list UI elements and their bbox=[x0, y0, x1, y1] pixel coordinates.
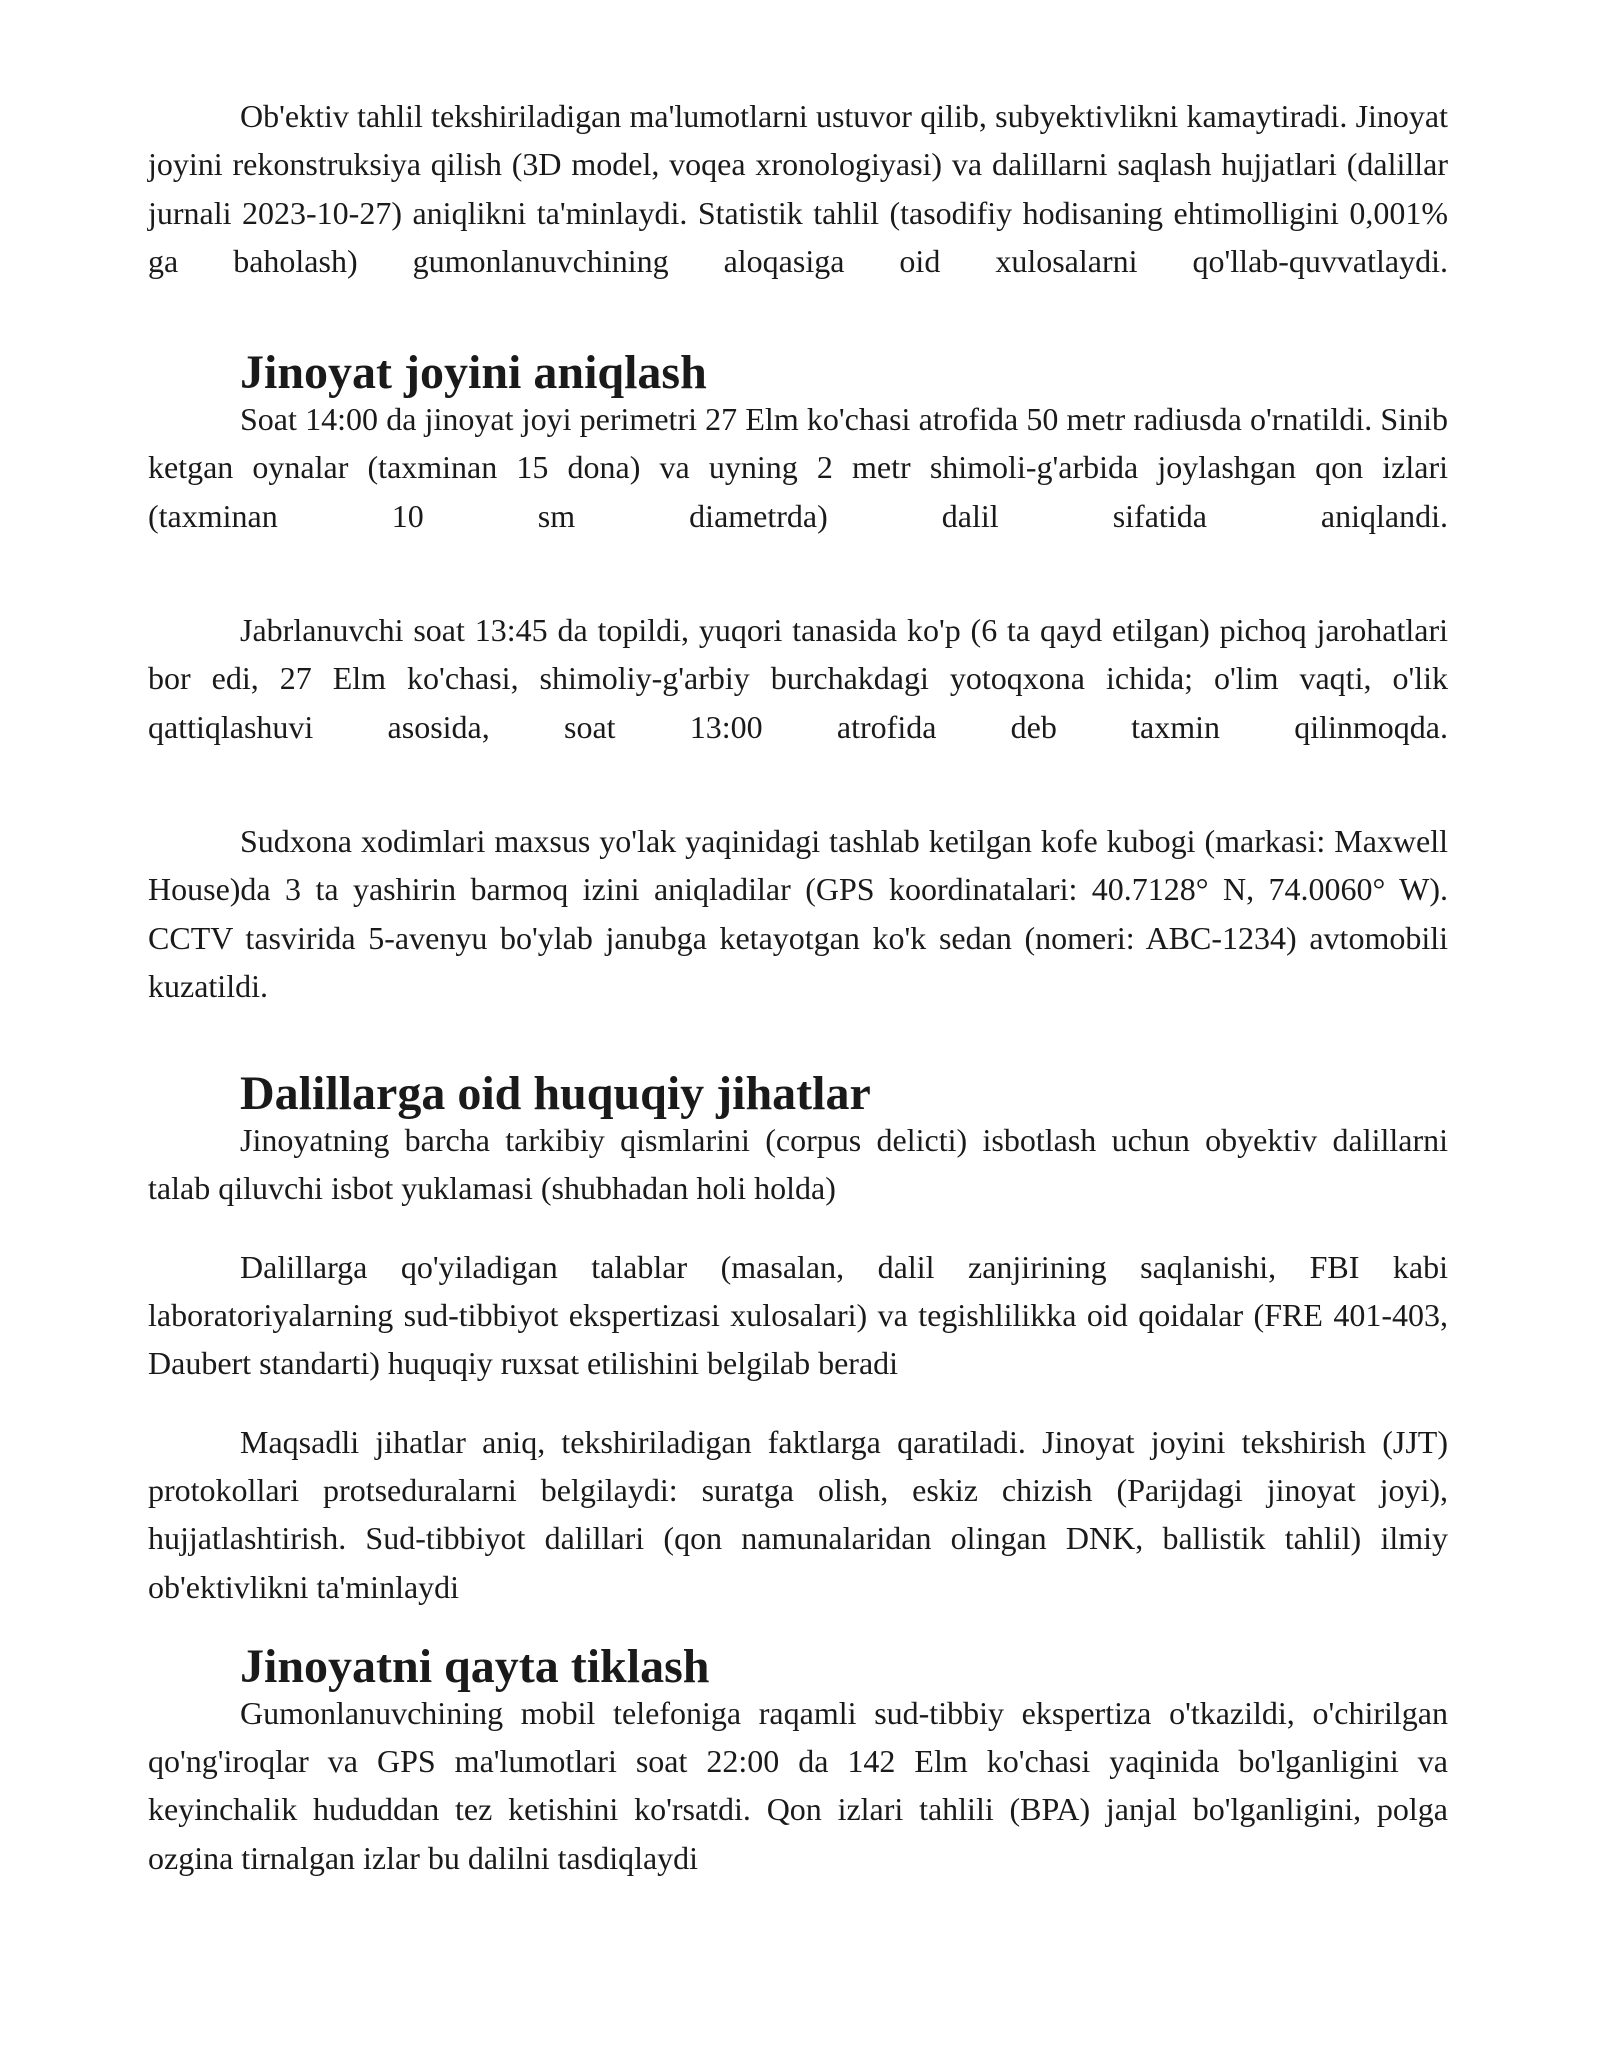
paragraph-objective-analysis: Ob'ektiv tahlil tekshiriladigan ma'lumotlarni ustuvor qilib, subyektivlikni kamaytiradi. Jinoyat joyini rekonstruksiya qilish (3D model, voqea xronologiyasi) va dalillarni saqlash hujjatlari (dalillar jurnali 2023-10-27) aniqlikni ta'minlaydi. Statistik tahlil (tasodifiy hodisaning ehtimolligini 0,001% ga baholash) gumonlanuvchining aloqasiga oid xulosalarni qo'llab-quvvatlaydi. bbox=[148, 98, 1448, 279]
paragraph-burden-of-proof: Jinoyatning barcha tarkibiy qismlarini (corpus delicti) isbotlash uchun obyektiv dalillarni talab qiluvchi isbot yuklamasi (shubhadan holi holda) bbox=[148, 1122, 1448, 1207]
heading-crime-scene-identification: Jinoyat joyini aniqlash bbox=[240, 346, 707, 400]
paragraph-targeted-aspects: Maqsadli jihatlar aniq, tekshiriladigan faktlarga qaratiladi. Jinoyat joyini tekshirish (JJT) protokollari protseduralarni belgilaydi: suratga olish, eskiz chizish (Parijdagi jinoyat joyi), hujjatlashtirish. Sud-tibbiyot dalillari (qon namunalaridan olingan DNK, ballistik tahlil) ilmiy ob'ektivlikni ta'minlaydi bbox=[148, 1423, 1448, 1605]
paragraph-evidence-requirements: Dalillarga qo'yiladigan talablar (masalan, dalil zanjirining saqlanishi, FBI kabi laboratoriyalarning sud-tibbiyot ekspertizasi xulosalari) va tegishlilikka oid qoidalar (FRE 401-403, Daubert standarti) huquqiy ruxsat etilishini belgilab beradi bbox=[148, 1248, 1448, 1382]
paragraph-crime-scene-perimeter: Soat 14:00 da jinoyat joyi perimetri 27 Elm ko'chasi atrofida 50 metr radiusda o'rnatildi. Sinib ketgan oynalar (taxminan 15 dona) va uyning 2 metr shimoli-g'arbida joylashgan qon izlari (taxminan 10 sm diametrda) dalil sifatida aniqlandi. bbox=[148, 401, 1448, 534]
heading-legal-aspects: Dalillarga oid huquqiy jihatlar bbox=[240, 1067, 871, 1121]
paragraph-fingerprints-cctv: Sudxona xodimlari maxsus yo'lak yaqinidagi tashlab ketilgan kofe kubogi (markasi: Maxwell House)da 3 ta yashirin barmoq izini aniqladilar (GPS koordinatalari: 40.7128° N, 74.0060° W). CCTV tasvirida 5-avenyu bo'ylab janubga ketayotgan ko'k sedan (nomeri: ABC-1234) avtomobili kuzatildi. bbox=[148, 822, 1448, 1004]
heading-crime-reconstruction: Jinoyatni qayta tiklash bbox=[240, 1639, 710, 1693]
document-page bbox=[148, 92, 1448, 1882]
paragraph-victim-found: Jabrlanuvchi soat 13:45 da topildi, yuqori tanasida ko'p (6 ta qayd etilgan) pichoq jarohatlari bor edi, 27 Elm ko'chasi, shimoliy-g'arbiy burchakdagi yotoqxona ichida; o'lim vaqti, o'lik qattiqlashuvi asosida, soat 13:00 atrofida deb taxmin qilinmoqda. bbox=[148, 612, 1448, 745]
paragraph-digital-forensics: Gumonlanuvchining mobil telefoniga raqamli sud-tibbiy ekspertiza o'tkazildi, o'chirilgan qo'ng'iroqlar va GPS ma'lumotlari soat 22:00 da 142 Elm ko'chasi yaqinida bo'lganligini va keyinchalik hududdan tez ketishini ko'rsatdi. Qon izlari tahlili (BPA) janjal bo'lganligini, polga ozgina tirnalgan izlar bu dalilni tasdiqlaydi bbox=[148, 1694, 1448, 1876]
